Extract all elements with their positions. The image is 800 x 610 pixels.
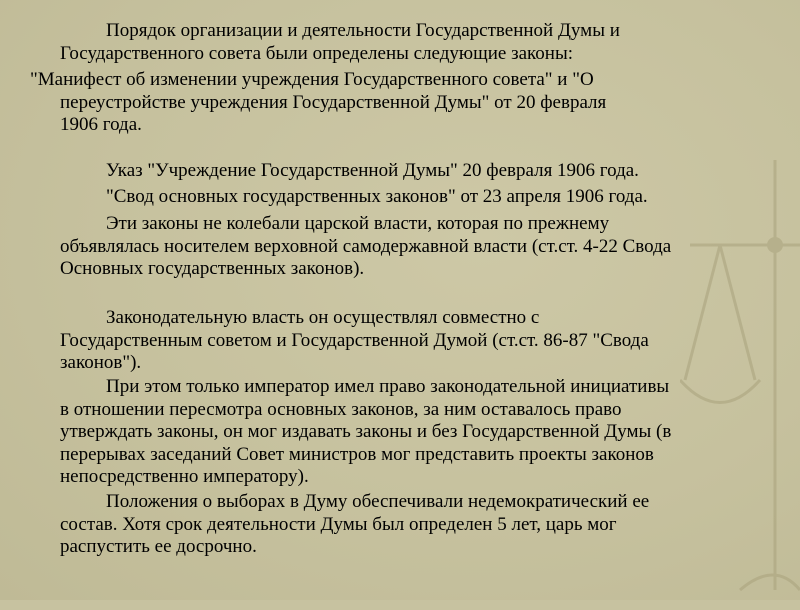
paragraph-emperor: При этом только император имел право законодательной инициативы в отношении пересмотра основных законов, за ним оставалось право утверждать законы, он мог издавать законы и без Государственной Думы (в перерывах заседаний Совет министров мог представить проекты законов непосредственно императору). <box>60 376 672 487</box>
paragraph-legislative: Законодательную власть он осуществлял совместно с Государственным советом и Государственной Думой (ст.ст. 86-87 "Свода законов"). <box>60 307 649 373</box>
paragraph-elections: Положения о выборах в Думу обеспечивали недемократический ее состав. Хотя срок деятельности Думы был определен 5 лет, царь мог распустить ее досрочно. <box>60 491 650 557</box>
paragraph-svod: "Свод основных государственных законов" от 23 апреля 1906 года. <box>106 186 648 207</box>
paragraph-manifest: "Манифест об изменении учреждения Государственного совета" и "О переустройстве учреждения Государственной Думы" от 20 февраля 1906 года. <box>30 69 607 135</box>
paragraph-intro: Порядок организации и деятельности Государственной Думы и Государственного совета были определены следующие законы: <box>60 20 620 64</box>
paragraph-ukaz: Указ "Учреждение Государственной Думы" 20 февраля 1906 года. <box>106 160 639 181</box>
paragraph-laws-power: Эти законы не колебали царской власти, которая по прежнему объявлялась носителем верховной самодержавной власти (ст.ст. 4-22 Свода Основных государственных законов). <box>60 213 672 279</box>
